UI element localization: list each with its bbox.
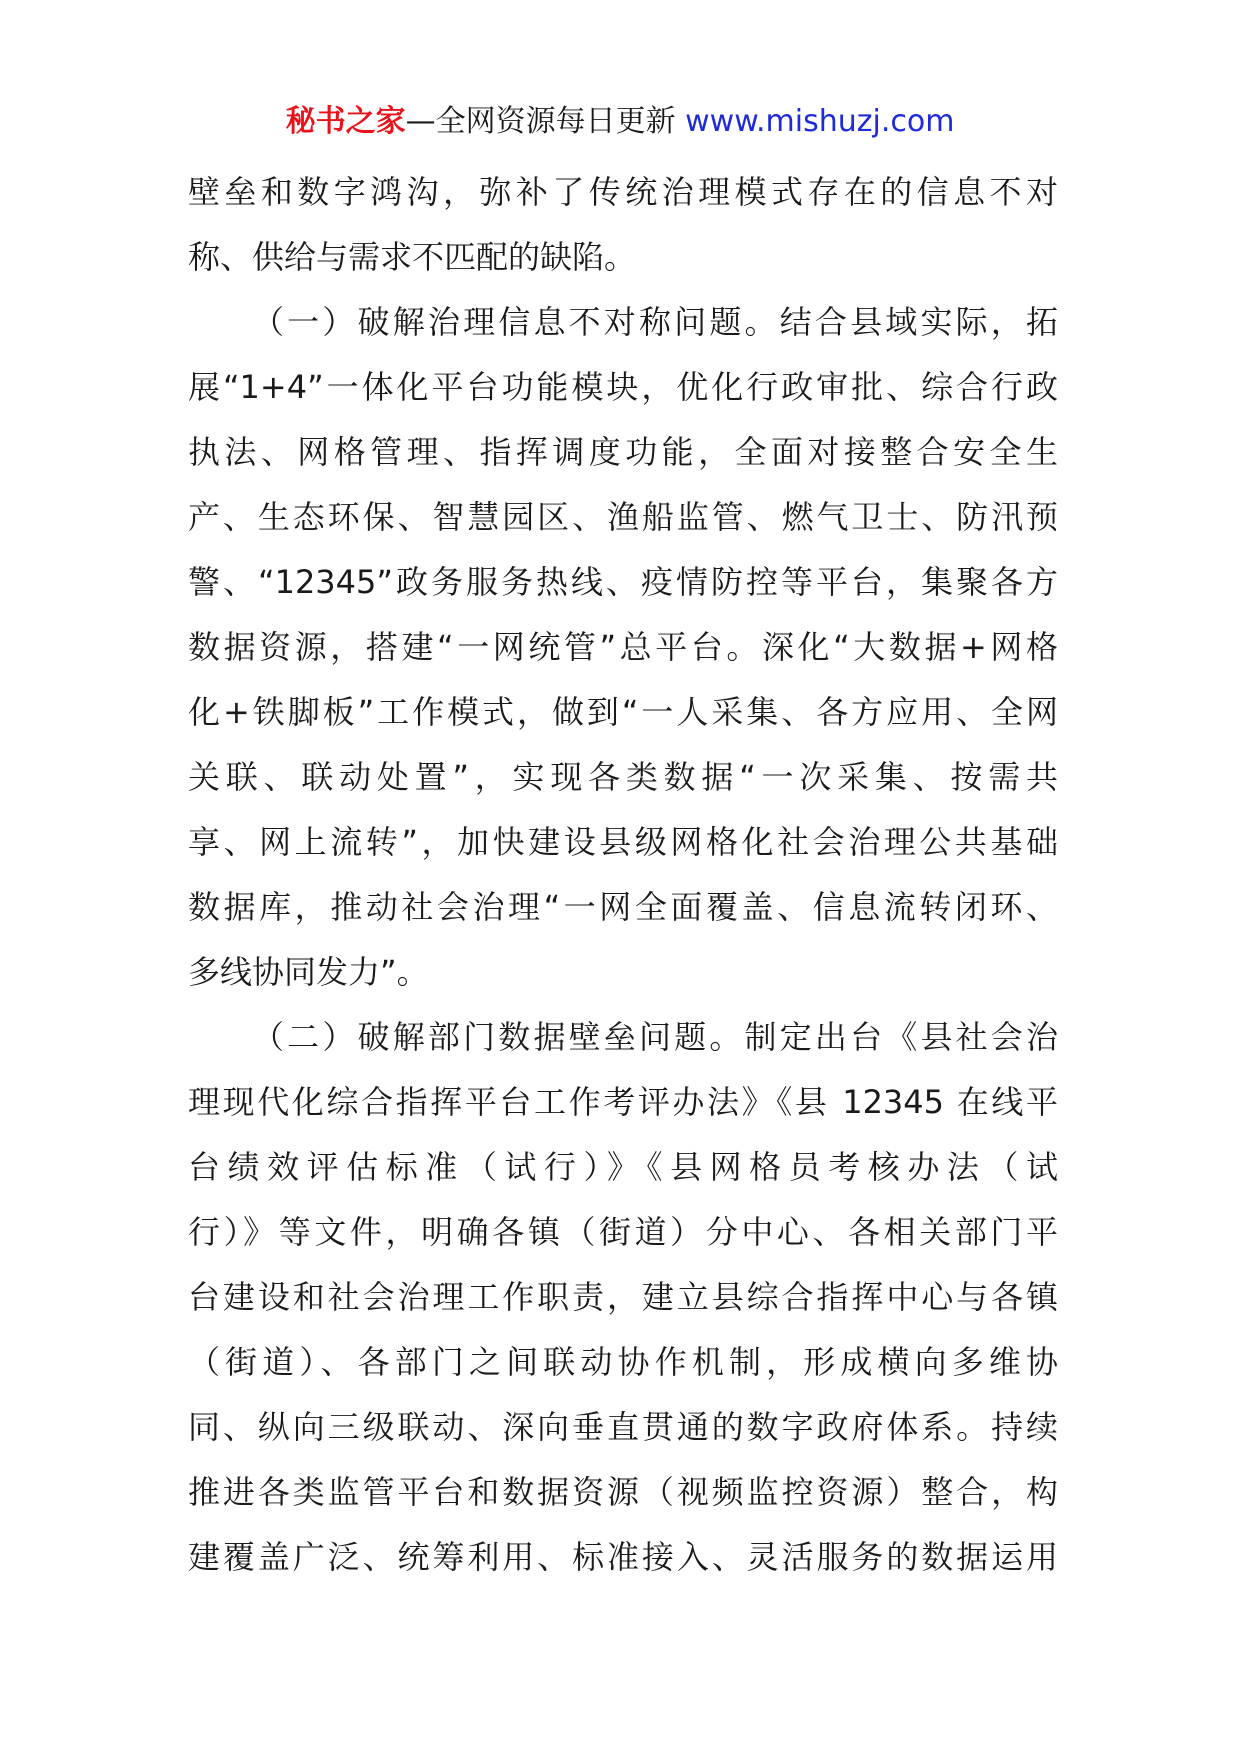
text-line: 享、网上流转”，加快建设县级网格化社会治理公共基础 xyxy=(188,823,1058,861)
text-line: 数据资源，搭建“一网统管”总平台。深化“大数据+网格 xyxy=(188,628,1058,666)
text-line: 产、生态环保、智慧园区、渔船监管、燃气卫士、防汛预 xyxy=(188,498,1058,536)
text-line: 同、纵向三级联动、深向垂直贯通的数字政府体系。持续 xyxy=(188,1408,1058,1446)
header-url-link[interactable]: www.mishuzj.com xyxy=(685,104,955,139)
text-line: 行）》等文件，明确各镇（街道）分中心、各相关部门平 xyxy=(188,1213,1058,1251)
text-line: 推进各类监管平台和数据资源（视频监控资源）整合，构 xyxy=(188,1473,1058,1511)
paragraph-start-line: （一）破解治理信息不对称问题。结合县域实际，拓 xyxy=(252,303,1058,341)
text-line: 多线协同发力”。 xyxy=(188,953,429,991)
text-line: （街道）、各部门之间联动协作机制，形成横向多维协 xyxy=(188,1343,1058,1381)
text-line: 称、供给与需求不匹配的缺陷。 xyxy=(188,238,637,276)
document-body xyxy=(188,160,1058,1590)
text-line: 展“1+4”一体化平台功能模块，优化行政审批、综合行政 xyxy=(188,368,1058,406)
text-line: 壁垒和数字鸿沟，弥补了传统治理模式存在的信息不对 xyxy=(188,173,1058,211)
text-line: 化+铁脚板”工作模式，做到“一人采集、各方应用、全网 xyxy=(188,693,1058,731)
paragraph-start-line: （二）破解部门数据壁垒问题。制定出台《县社会治 xyxy=(252,1018,1058,1056)
text-line: 台绩效评估标准（试行）》《县网格员考核办法（试 xyxy=(188,1148,1058,1186)
text-line: 建覆盖广泛、统筹利用、标准接入、灵活服务的数据运用 xyxy=(188,1538,1058,1576)
header-tagline: —全网资源每日更新 xyxy=(405,104,686,139)
page-header xyxy=(0,100,1240,144)
text-line: 数据库，推动社会治理“一网全面覆盖、信息流转闭环、 xyxy=(188,888,1058,926)
text-line: 执法、网格管理、指挥调度功能，全面对接整合安全生 xyxy=(188,433,1058,471)
text-line: 关联、联动处置”，实现各类数据“一次采集、按需共 xyxy=(188,758,1058,796)
text-line: 警、“12345”政务服务热线、疫情防控等平台，集聚各方 xyxy=(188,563,1058,601)
text-line: 理现代化综合指挥平台工作考评办法》《县 12345 在线平 xyxy=(188,1083,1058,1121)
header-brand: 秘书之家 xyxy=(285,104,406,139)
text-line: 台建设和社会治理工作职责，建立县综合指挥中心与各镇 xyxy=(188,1278,1058,1316)
